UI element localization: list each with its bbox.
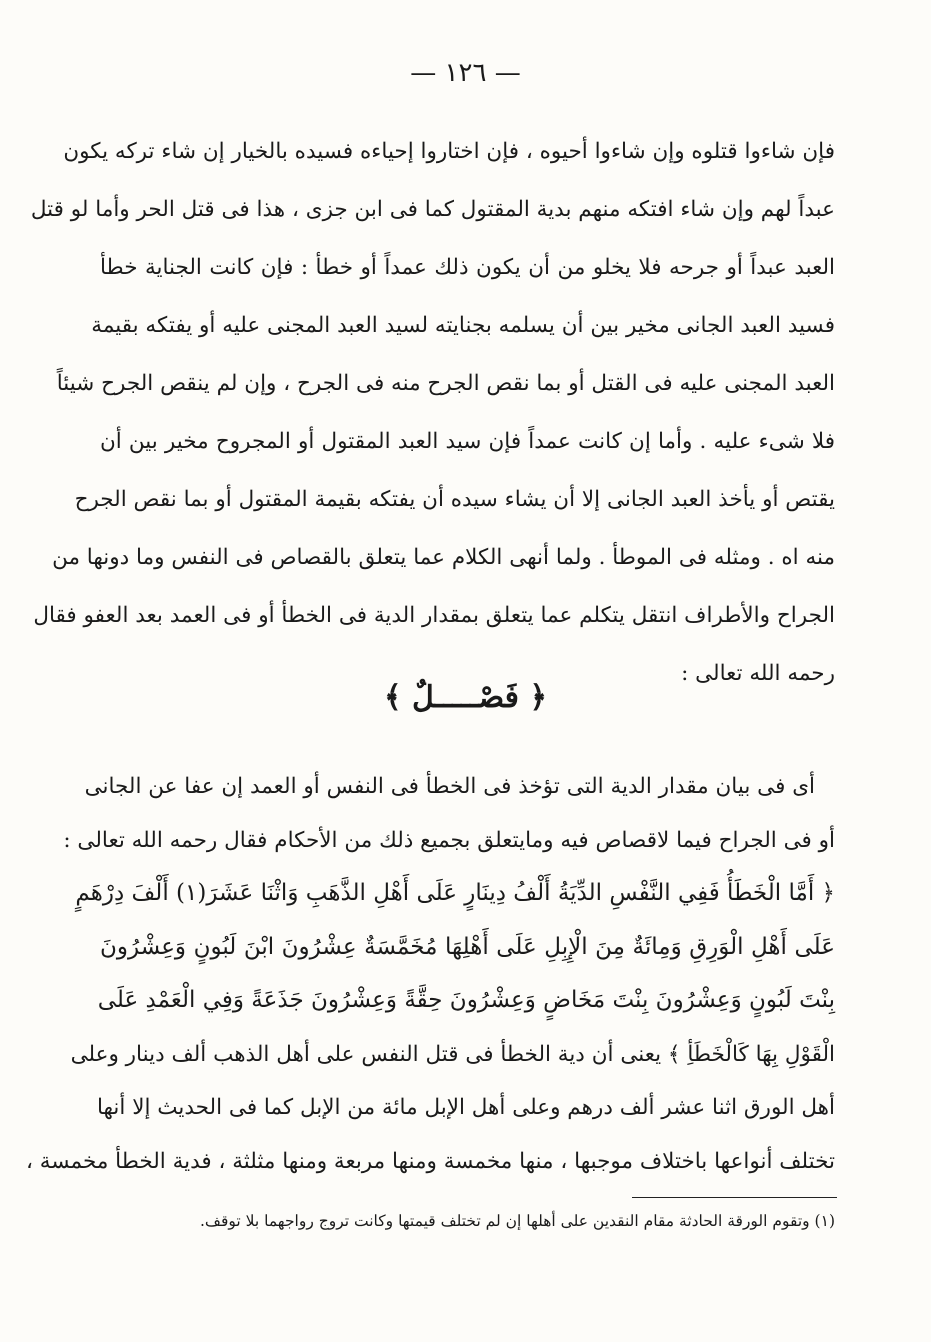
paragraph-1	[30, 123, 835, 703]
footnote: (١) وتقوم الورقة الحادثة مقام النقدين على أهلها إن لم تختلف قيمتها وكانت تروج رواجهما بلا توقف.	[200, 1212, 835, 1230]
text-line: تختلف أنواعها باختلاف موجبها ، منها مخمسة ومنها مربعة ومنها مثلثة ، فدية الخطأ مخمسة ،	[26, 1148, 835, 1174]
text-line: عبداً لهم وإن شاء افتكه منهم بدية المقتول كما فى ابن جزى ، هذا فى قتل الحر وأما لو قتل	[30, 197, 835, 222]
page-number: — ١٢٦ —	[410, 58, 521, 88]
quran-text-line: عَلَى أَهْلِ الْوَرِقِ وَمِائَةٌ مِنَ الْإِبِلِ عَلَى أَهْلِهَا مُخَمَّسَةٌ عِشْرُونَ ابْنَ لَبُونٍ وَعِشْرُونَ	[100, 933, 835, 960]
paragraph-2	[26, 760, 835, 1188]
text-line: فسيد العبد الجانى مخير بين أن يسلمه بجنايته لسيد العبد المجنى عليه أو يفتكه بقيمة	[91, 313, 835, 338]
quran-text-line: بِنْتَ لَبُونٍ وَعِشْرُونَ بِنْتَ مَخَاضٍ وَعِشْرُونَ حِقَّةً وَعِشْرُونَ جَذَعَةً وَفِي الْعَمْدِ عَلَى	[97, 987, 835, 1013]
section-heading: ﴿ فَصْـــــلٌ ﴾	[383, 680, 548, 715]
text-line: أى فى بيان مقدار الدية التى تؤخذ فى الخطأ فى النفس أو العمد إن عفا عن الجانى	[84, 774, 815, 799]
footnote-divider	[632, 1197, 837, 1198]
quran-text-line: ﴿ أَمَّا الْخَطَأُ فَفِي النَّفْسِ الدِّيَةُ أَلْفُ دِينَارٍ عَلَى أَهْلِ الذَّهَبِ وَاثْنَا عَشَرَ(١) أَلْفَ دِرْهَمٍ	[75, 880, 835, 906]
text-line: الْقَوْلِ بِهَا كَالْخَطَأِ ﴾ يعنى أن دية الخطأ فى قتل النفس على أهل الذهب ألف دينار وعلى	[70, 1041, 835, 1067]
text-line: الجراح والأطراف انتقل يتكلم عما يتعلق بمقدار الدية فى الخطأ أو فى العمد بعد العفو فقال	[33, 603, 835, 628]
text-line: فإن شاءوا قتلوه وإن شاءوا أحيوه ، فإن اختاروا إحياءه فسيده بالخيار إن شاء تركه يكون	[63, 139, 835, 164]
text-line: العبد المجنى عليه فى القتل أو بما نقص الجرح منه فى الجرح ، وإن لم ينقص الجرح شيئاً	[56, 371, 835, 396]
text-line: فلا شىء عليه . وأما إن كانت عمداً فإن سيد العبد المقتول أو المجروح مخير بين أن	[100, 429, 835, 454]
text-line: أهل الورق اثنا عشر ألف درهم وعلى أهل الإبل مائة من الإبل كما فى الحديث إلا أنها	[96, 1095, 835, 1120]
text-line: العبد عبداً أو جرحه فلا يخلو من أن يكون ذلك عمداً أو خطأ : فإن كانت الجناية خطأ	[100, 255, 835, 280]
text-line: يقتص أو يأخذ العبد الجانى إلا أن يشاء سيده أن يفتكه بقيمة المقتول أو بما نقص الجرح	[74, 487, 835, 512]
text-line: رحمه الله تعالى :	[681, 661, 835, 686]
text-line: منه اه . ومثله فى الموطأ . ولما أنهى الكلام عما يتعلق بالقصاص فى النفس وما دونها من	[52, 545, 835, 570]
text-line: أو فى الجراح فيما لاقصاص فيه ومايتعلق بجميع ذلك من الأحكام فقال رحمه الله تعالى :	[63, 827, 835, 853]
